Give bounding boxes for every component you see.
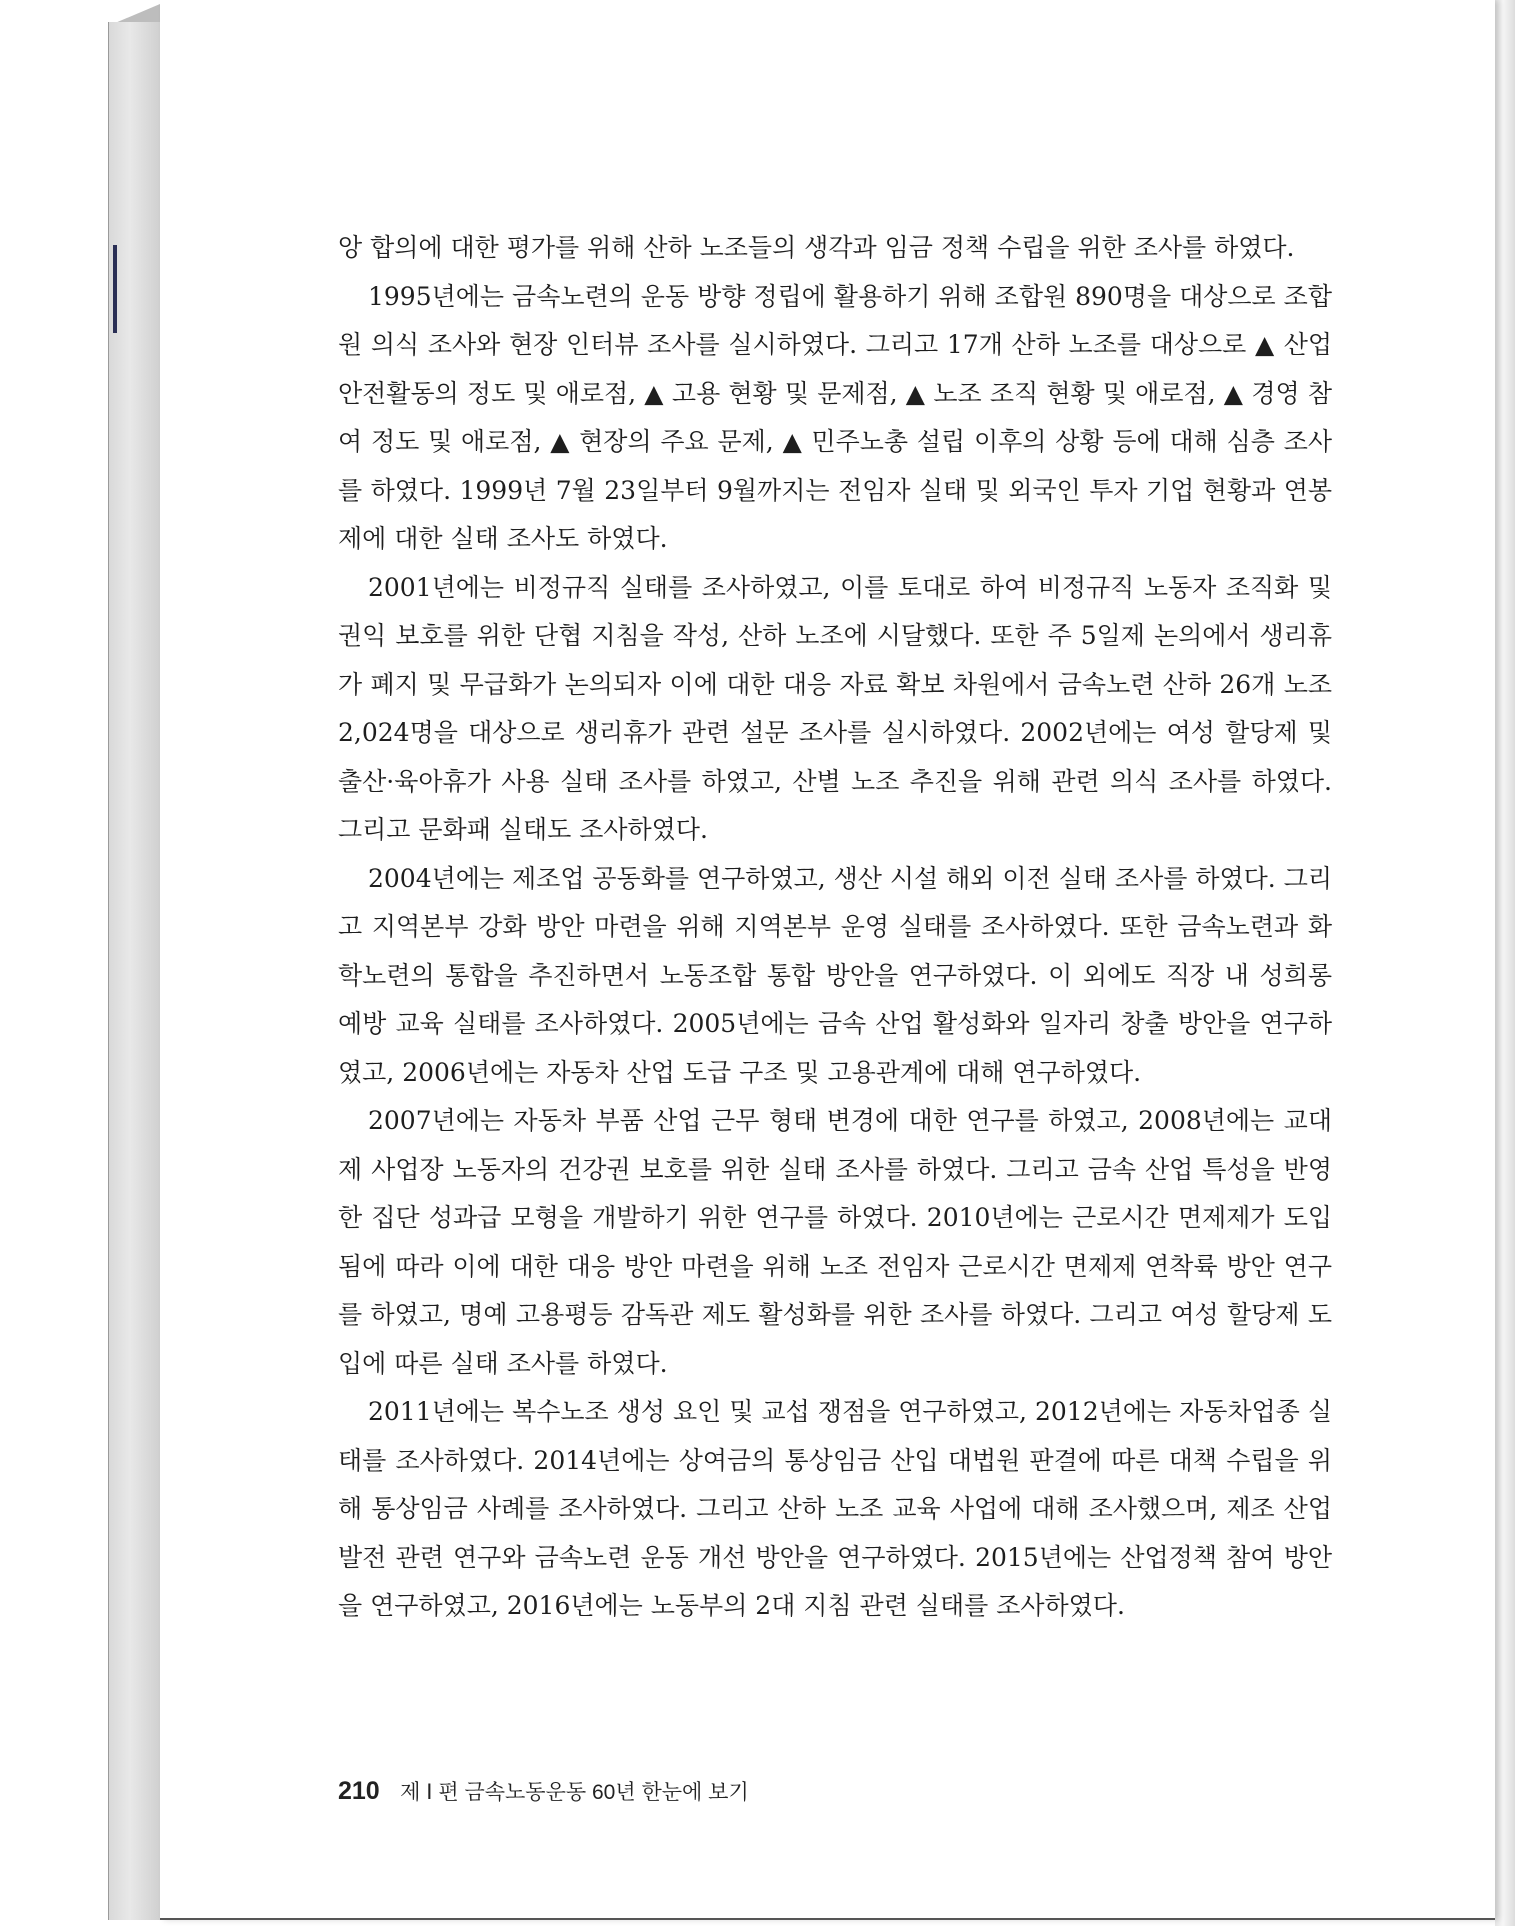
paragraph-2004: 2004년에는 제조업 공동화를 연구하였고, 생산 시설 해외 이전 실태 조사를 하였다. 그리고 지역본부 강화 방안 마련을 위해 지역본부 운영 실태를 조사하였다. 또한 금속노련과 화학노련의 통합을 추진하면서 노동조합 통합 방안을 연구하였다. 이 외에도 직장 내 성희롱 예방 교육 실태를 조사하였다. 2005년에는 금속 산업 활성화와 일자리 창출 방안을 연구하였고, 2006년에는 자동차 산업 도급 구조 및 고용관계에 대해 연구하였다.	[338, 863, 1332, 1087]
paragraph-2007: 2007년에는 자동차 부품 산업 근무 형태 변경에 대한 연구를 하였고, 2008년에는 교대제 사업장 노동자의 건강권 보호를 위한 실태 조사를 하였다. 그리고 금속 산업 특성을 반영한 집단 성과급 모형을 개발하기 위한 연구를 하였다. 2010년에는 근로시간 면제제가 도입됨에 따라 이에 대한 대응 방안 마련을 위해 노조 전임자 근로시간 면제제 연착륙 방안 연구를 하였고, 명예 고용평등 감독관 제도 활성화를 위한 조사를 하였다. 그리고 여성 할당제 도입에 따른 실태 조사를 하였다.	[338, 1106, 1332, 1378]
body-text	[338, 224, 1332, 1631]
page-footer	[338, 1776, 749, 1806]
page-edge	[1495, 0, 1515, 1926]
spine-mark	[113, 245, 117, 333]
paragraph-continuation: 앙 합의에 대한 평가를 위해 산하 노조들의 생각과 임금 정책 수립을 위한 조사를 하였다.	[338, 233, 1295, 262]
paragraph-2001: 2001년에는 비정규직 실태를 조사하였고, 이를 토대로 하여 비정규직 노동자 조직화 및 권익 보호를 위한 단협 지침을 작성, 산하 노조에 시달했다. 또한 주 5일제 논의에서 생리휴가 폐지 및 무급화가 논의되자 이에 대한 대응 자료 확보 차원에서 금속노련 산하 26개 노조 2,024명을 대상으로 생리휴가 관련 설문 조사를 실시하였다. 2002년에는 여성 할당제 및 출산·육아휴가 사용 실태 조사를 하였고, 산별 노조 추진을 위해 관련 의식 조사를 하였다. 그리고 문화패 실태도 조사하였다.	[338, 572, 1332, 844]
paragraph-1995: 1995년에는 금속노련의 운동 방향 정립에 활용하기 위해 조합원 890명을 대상으로 조합원 의식 조사와 현장 인터뷰 조사를 실시하였다. 그리고 17개 산하 노조를 대상으로 ▲ 산업안전활동의 정도 및 애로점, ▲ 고용 현황 및 문제점, ▲ 노조 조직 현황 및 애로점, ▲ 경영 참여 정도 및 애로점, ▲ 현장의 주요 문제, ▲ 민주노총 설립 이후의 상황 등에 대해 심층 조사를 하였다. 1999년 7월 23일부터 9월까지는 전임자 실태 및 외국인 투자 기업 현황과 연봉제에 대한 실태 조사도 하였다.	[338, 281, 1332, 553]
page-number: 210	[338, 1777, 380, 1805]
running-title: 제 Ⅰ 편 금속노동운동 60년 한눈에 보기	[400, 1781, 749, 1804]
paragraph-2011: 2011년에는 복수노조 생성 요인 및 교섭 쟁점을 연구하였고, 2012년에는 자동차업종 실태를 조사하였다. 2014년에는 상여금의 통상임금 산입 대법원 판결에 따른 대책 수립을 위해 통상임금 사례를 조사하였다. 그리고 산하 노조 교육 사업에 대해 조사했으며, 제조 산업 발전 관련 연구와 금속노련 운동 개선 방안을 연구하였다. 2015년에는 산업정책 참여 방안을 연구하였고, 2016년에는 노동부의 2대 지침 관련 실태를 조사하였다.	[338, 1397, 1332, 1620]
